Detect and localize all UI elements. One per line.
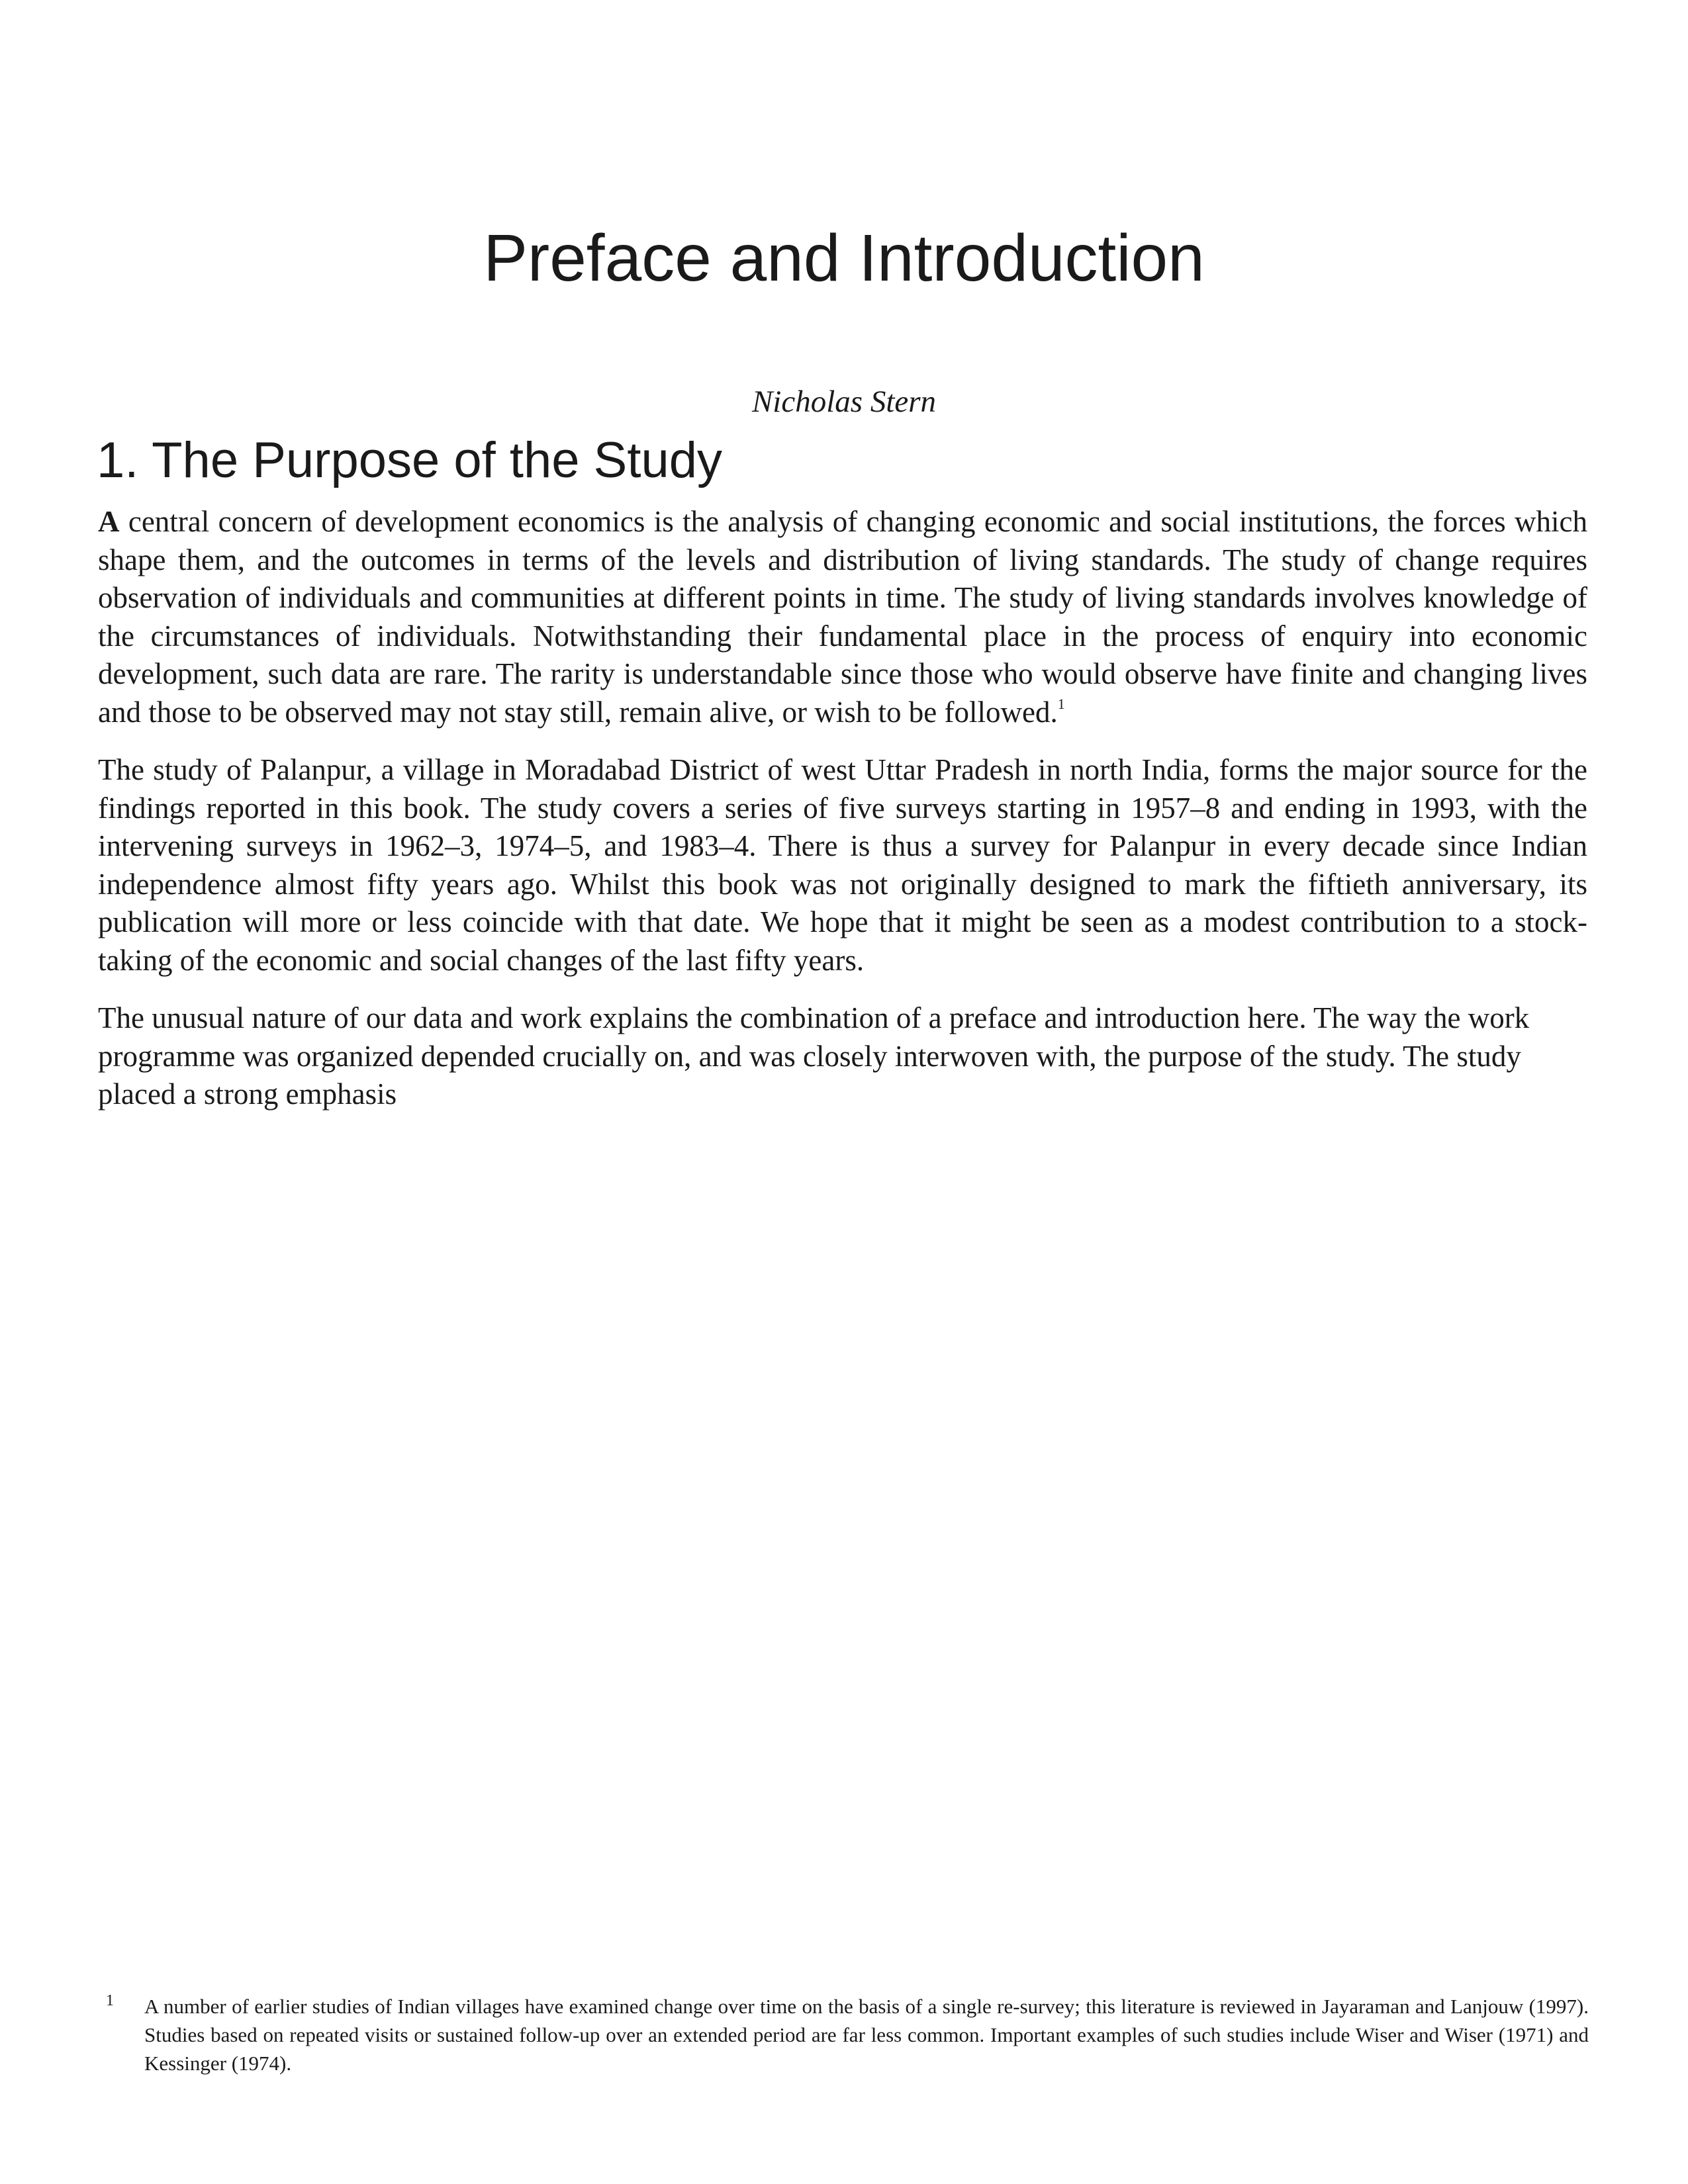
paragraph-1-text: central concern of development economics is the analysis of changing economic and social institutions, the forces which shape them, and the outcomes in terms of the levels and distribution of living standards. The study of change requires observation of individuals and communities at different points in time. The study of living standards involves knowledge of the circumstances of individuals. Notwithstanding their fundamental place in the process of enquiry into economic development, such data are rare. The rarity is understandable since those who would observe have finite and changing lives and those to be observed may not stay still, remain alive, or wish to be followed. (98, 505, 1587, 729)
author-name: Nicholas Stern (751, 385, 937, 419)
paragraph-2: The study of Palanpur, a village in Moradabad District of west Uttar Pradesh in north India, forms the major source for the findings reported in this book. The study covers a series of five surveys starting in 1957–8 and ending in 1993, with the intervening surveys in 1962–3, 1974–5, and 1983–4. There is thus a survey for Palanpur in every decade since Indian independence almost fifty years ago. Whilst this book was not originally designed to mark the fiftieth anniversary, its publication will more or less coincide with that date. We hope that it might be seen as a modest contribution to a stock-taking of the economic and social changes of the last fifty years. (98, 753, 1587, 977)
page-title: Preface and Introduction (483, 221, 1205, 295)
section-heading: 1. The Purpose of the Study (97, 432, 722, 488)
footnote-reference[interactable]: 1 (1057, 695, 1065, 712)
paragraph-3: The unusual nature of our data and work explains the combination of a preface and introduction here. The way the work programme was organized depended crucially on, and was closely interwoven with, the purpose of the study. The study placed a strong emphasis (98, 1001, 1530, 1111)
footnote (106, 1992, 1589, 2077)
paragraph-initial-letter: A (98, 505, 120, 538)
footnote-text: A number of earlier studies of Indian villages have examined change over time on the basis of a single re-survey; this literature is reviewed in Jayaraman and Lanjouw (1997). Studies based on repeated visits or sustained follow-up over an extended period are far less common. Important examples of such studies include Wiser and Wiser (1971) and Kessinger (1974). (144, 1995, 1589, 2075)
footnote-mark: 1 (106, 1992, 114, 2009)
paragraph-1 (98, 503, 1587, 731)
body-text (98, 503, 1587, 1134)
